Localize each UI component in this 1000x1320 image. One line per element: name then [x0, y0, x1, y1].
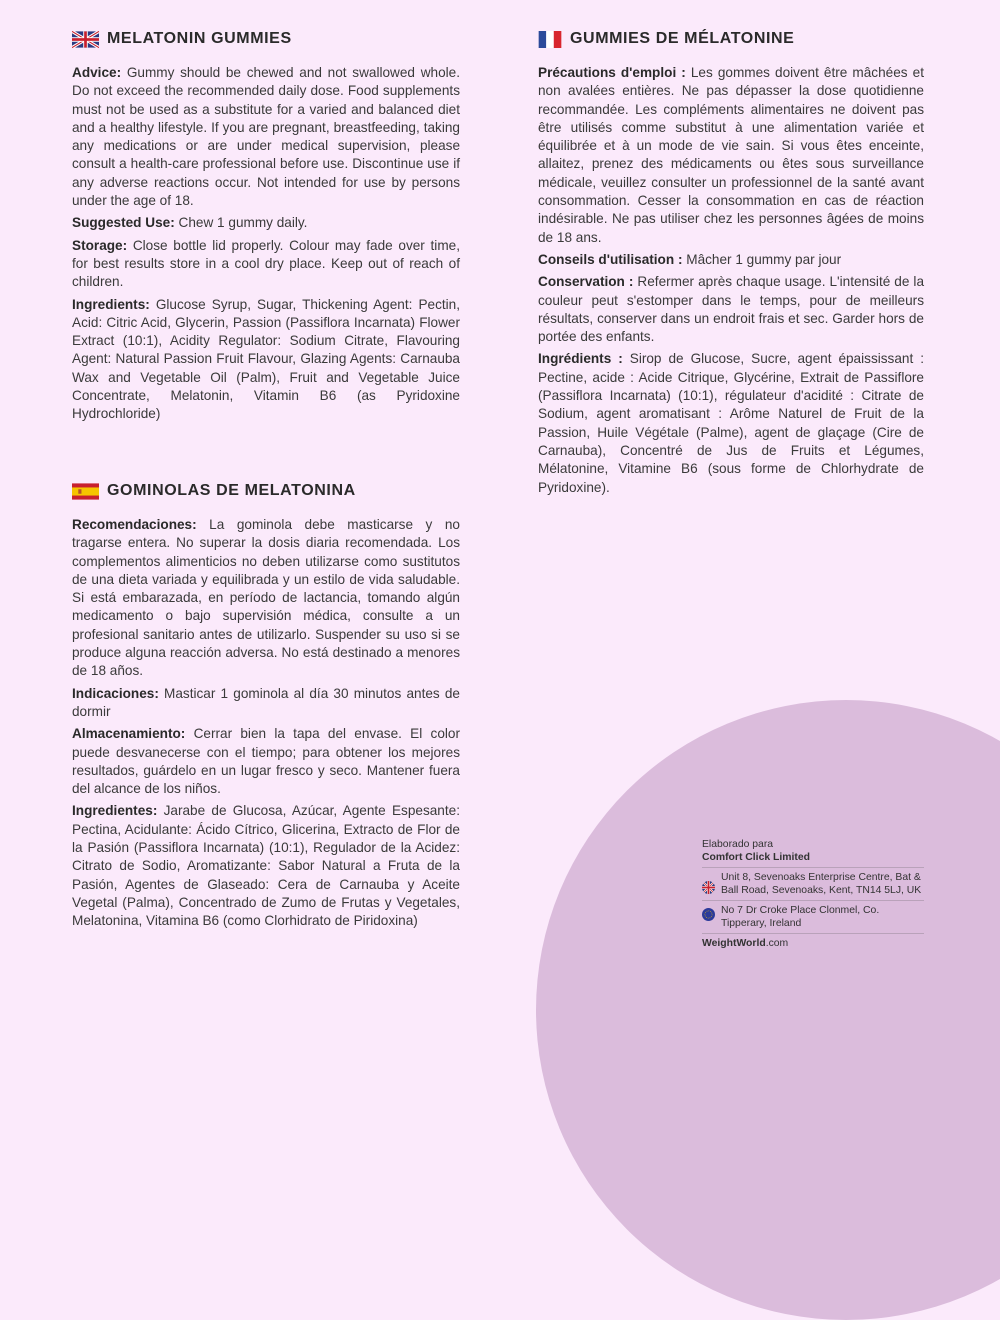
- advice-label: Advice:: [72, 65, 122, 80]
- section-header: [72, 482, 460, 500]
- usage-text: Mâcher 1 gummy par jour: [682, 251, 842, 267]
- uk-flag-icon: [702, 881, 715, 894]
- usage-paragraph: [538, 251, 924, 269]
- storage-text: Cerrar bien la tapa del envase. El color puede desvanecerse con el tiempo; para obtener los mejores resultados, guárdelo en un lugar fresco y seco. Mantener fuera del alcance de los niños.: [72, 726, 460, 797]
- eu-flag-icon: [702, 908, 715, 921]
- storage-text: Refermer après chaque usage. L'intensité de la couleur peut s'estomper dans le temps, pour de meilleurs résultats, conserver dans un endroit frais et sec. Garder hors de portée des enfants.: [538, 274, 924, 345]
- section-header: [72, 30, 460, 48]
- usage-label: Conseils d'utilisation :: [538, 251, 683, 267]
- advice-text: La gominola debe masticarse y no tragarse entera. No superar la dosis diaria recomendada. Los complementos alimenticios no deben utilizarse como sustitutos de una dieta variada y equilibrada y un estilo de vida saludable. Si está embarazada, en período de lactancia, tomando algún medicamento o bajo supervisión médica, consulte a un profesional sanitario antes de utilizarlo. Suspender su uso si se produce alguna reacción adversa. No está destinado a menores de 18 años.: [72, 517, 460, 679]
- usage-paragraph: [72, 685, 460, 722]
- ingredients-label: Ingrédients :: [538, 351, 623, 367]
- ingredients-paragraph: [72, 802, 460, 930]
- storage-paragraph: [538, 273, 924, 346]
- uk-flag-icon: [72, 31, 99, 48]
- storage-label: Storage:: [72, 237, 128, 253]
- advice-paragraph: [72, 64, 460, 210]
- company-name: Comfort Click Limited: [702, 852, 810, 863]
- advice-label: Précautions d'emploi :: [538, 65, 686, 80]
- ingredients-text: Glucose Syrup, Sugar, Thickening Agent: Pectin, Acid: Citric Acid, Glycerin, Passion (Passiflora Incarnata) Flower Extract (10:1), Acidity Regulator: Sodium Citrate, Flavouring Agent: Natural Passion Fruit Flavour, Glazing Agents: Carnauba Wax and Vegetable Oil (Palm), Fruit and Vegetable Juice Concentrate, Melatonin, Vitamin B6 (as Pyridoxine Hydrochloride): [72, 296, 460, 422]
- uk-address-row: [702, 867, 924, 900]
- france-flag-icon: [538, 31, 562, 48]
- usage-text: Masticar 1 gominola al día 30 minutos antes de dormir: [72, 685, 460, 719]
- advice-paragraph: [72, 516, 460, 681]
- website: [702, 933, 924, 950]
- eu-address: No 7 Dr Croke Place Clonmel, Co. Tipperary, Ireland: [721, 905, 880, 929]
- section-title: MELATONIN GUMMIES: [107, 30, 292, 47]
- storage-text: Close bottle lid properly. Colour may fade over time, for best results store in a cool dry place. Keep out of reach of children.: [72, 237, 460, 290]
- storage-paragraph: [72, 725, 460, 798]
- made-for-label: Elaborado para: [702, 839, 774, 850]
- website-brand: WeightWorld: [702, 938, 766, 949]
- storage-paragraph: [72, 237, 460, 292]
- storage-label: Conservation :: [538, 274, 634, 290]
- section-english: [72, 30, 460, 428]
- section-title: GOMINOLAS DE MELATONINA: [107, 482, 356, 499]
- section-header: [538, 30, 924, 48]
- website-domain: .com: [765, 938, 789, 949]
- section-title: GUMMIES DE MÉLATONINE: [570, 30, 795, 47]
- uk-address: Unit 8, Sevenoaks Enterprise Centre, Bat & Ball Road, Sevenoaks, Kent, TN14 5LJ, UK: [721, 872, 922, 896]
- advice-label: Recomendaciones:: [72, 517, 197, 532]
- usage-label: Suggested Use:: [72, 215, 175, 231]
- ingredients-paragraph: [72, 296, 460, 424]
- ingredients-label: Ingredientes:: [72, 803, 158, 819]
- decorative-circle: [536, 700, 1000, 1320]
- usage-label: Indicaciones:: [72, 685, 159, 701]
- ingredients-label: Ingredients:: [72, 296, 150, 312]
- advice-paragraph: [538, 64, 924, 247]
- advice-text: Gummy should be chewed and not swallowed whole. Do not exceed the recommended daily dose. Food supplements must not be used as a substitute for a varied and balanced diet and a healthy lifestyle. If you are pregnant, breastfeeding, taking any medications or are under medical supervision, please consult a health-care professional before use. Discontinue use if any adverse reactions occur. Not intended for use by persons under the age of 18.: [72, 65, 460, 209]
- eu-address-row: [702, 900, 924, 933]
- usage-text: Chew 1 gummy daily.: [174, 215, 308, 231]
- ingredients-paragraph: [538, 350, 924, 496]
- ingredients-text: Jarabe de Glucosa, Azúcar, Agente Espesante: Pectina, Acidulante: Ácido Cítrico, Glicerina, Extracto de Flor de la Pasión (Passiflora Incarnata) (10:1), Regulador de la Acidez: Citrato de Sodio, Aromatizante: Sabor Natural a Fruta de la Pasión, Agentes de Glaseado: Cera de Carnauba y Aceite Vegetal (Palma), Concentrado de Zumo de Frutas y Vegetales, Melatonina, Vitamina B6 (como Clorhidrato de Piridoxina): [72, 803, 460, 929]
- usage-paragraph: [72, 214, 460, 232]
- manufacturer-footer: [702, 838, 924, 950]
- ingredients-text: Sirop de Glucose, Sucre, agent épaississant : Pectine, acide : Acide Citrique, Glycérine, Extrait de Passiflore (Passiflora Incarnata) (10:1), régulateur d'acidité : Citrate de Sodium, agent aromatisant : Arôme Naturel de Fruit de la Passion, Huile Végétale (Palme), agent de glaçage (Cire de Carnauba), Concentré de Jus de Fruits et Légumes, Mélatonine, Vitamine B6 (sous forme de Chlorhydrate de Pyridoxine).: [538, 351, 925, 495]
- section-spanish: [72, 482, 460, 935]
- spain-flag-icon: [72, 483, 99, 500]
- storage-label: Almacenamiento:: [72, 726, 186, 742]
- section-french: [538, 30, 924, 501]
- advice-text: Les gommes doivent être mâchées et non avalées entières. Ne pas dépasser la dose quotidienne recommandée. Les compléments alimentaires ne doivent pas être utilisés comme substitut à une alimentation variée et équilibrée et à un mode de vie sain. Si vous êtes enceinte, allaitez, prenez des médicaments ou êtes sous surveillance médicale, veuillez consulter un professionnel de la santé avant consommation. Cesser la consommation en cas de réaction indésirable. Ne pas utiliser chez les personnes âgées de moins de 18 ans.: [538, 65, 924, 245]
